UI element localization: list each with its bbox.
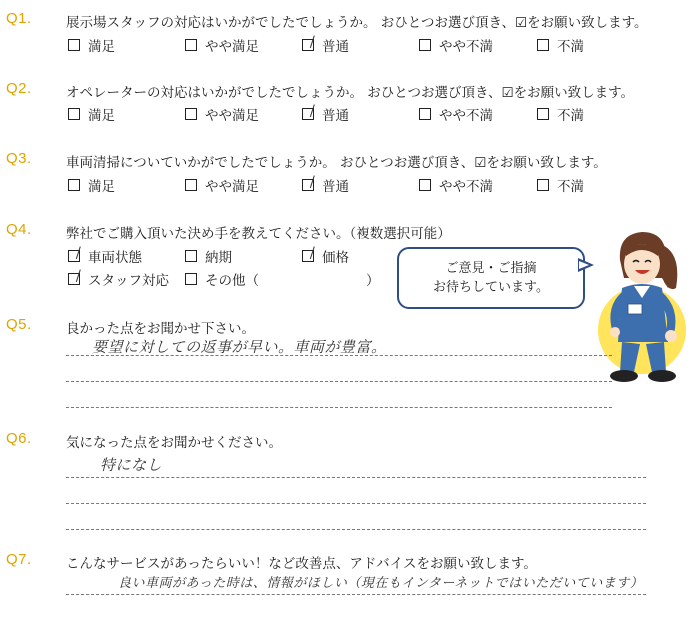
checkbox[interactable] [185,108,197,120]
speech-bubble [397,247,585,309]
question-text: 良かった点をお聞かせ下さい。 [66,321,255,337]
checkbox[interactable] [419,39,431,51]
checkbox[interactable] [537,39,549,51]
checkbox[interactable] [185,273,197,285]
checkbox[interactable] [68,39,80,51]
checkbox[interactable] [185,179,197,191]
handwritten-answer-6: 特になし [100,456,163,474]
option-price[interactable]: 価格 [302,246,349,266]
checkbox[interactable] [537,179,549,191]
option-somewhat-dissatisfied[interactable]: やや不満 [419,104,493,124]
checkbox[interactable] [185,39,197,51]
checkbox-checked[interactable] [302,39,314,51]
checkbox-checked[interactable] [68,273,80,285]
option-satisfied[interactable]: 満足 [68,35,115,55]
bubble-line-1: ご意見・ご指摘 [445,261,537,276]
option-vehicle-condition[interactable]: 車両状態 [68,246,142,266]
question-text: 展示場スタッフの対応はいかがでしたでしょうか。 おひとつお選び頂き、☑をお願い致します。 [66,15,648,31]
question-number: Q3. [6,150,32,167]
checkbox-checked[interactable] [302,108,314,120]
option-neutral[interactable]: 普通 [302,35,349,55]
question-text: 車両清掃についていかがでしたでしょうか。 おひとつお選び頂き、☑をお願い致します。 [66,155,607,171]
handwritten-answer-5: 要望に対しての返事が早い。車両が豊富。 [92,338,387,356]
option-somewhat-dissatisfied[interactable]: やや不満 [419,35,493,55]
staff-mascot-illustration [584,222,694,392]
answer-line [66,381,612,382]
question-text: こんなサービスがあったらいい！など改善点、アドバイスをお願い致します。 [66,556,537,572]
answer-line [66,529,646,530]
question-number: Q7. [6,551,32,568]
answer-line [66,503,646,504]
question-number: Q5. [6,316,32,333]
question-text: 気になった点をお聞かせください。 [66,435,282,451]
checkbox-checked[interactable] [302,250,314,262]
checkbox[interactable] [68,179,80,191]
option-neutral[interactable]: 普通 [302,175,349,195]
option-satisfied[interactable]: 満足 [68,175,115,195]
option-somewhat-satisfied[interactable]: やや満足 [185,175,259,195]
checkbox-checked[interactable] [302,179,314,191]
answer-line [66,594,646,595]
option-somewhat-satisfied[interactable]: やや満足 [185,35,259,55]
checkbox[interactable] [419,179,431,191]
question-number: Q1. [6,10,32,27]
checkbox[interactable] [185,250,197,262]
handwritten-answer-7: 良い車両があった時は、情報がほしい（現在もインターネットではいただいています） [118,576,644,591]
bubble-line-2: お待ちしています。 [433,280,549,295]
answer-line [66,477,646,478]
answer-line [66,407,612,408]
question-number: Q2. [6,80,32,97]
checkbox-checked[interactable] [68,250,80,262]
option-other-close-paren: ） [366,273,380,289]
question-text: オペレーターの対応はいかがでしたでしょうか。 おひとつお選び頂き、☑をお願い致します。 [66,85,635,101]
option-delivery-time[interactable]: 納期 [185,246,232,266]
option-dissatisfied[interactable]: 不満 [537,35,584,55]
option-neutral[interactable]: 普通 [302,104,349,124]
option-somewhat-satisfied[interactable]: やや満足 [185,104,259,124]
question-text: 弊社でご購入頂いた決め手を教えてください。（複数選択可能） [66,226,451,242]
answer-line [66,355,612,356]
option-satisfied[interactable]: 満足 [68,104,115,124]
question-number: Q6. [6,430,32,447]
option-dissatisfied[interactable]: 不満 [537,175,584,195]
option-dissatisfied[interactable]: 不満 [537,104,584,124]
option-staff-service[interactable]: スタッフ対応 [68,269,169,289]
checkbox[interactable] [419,108,431,120]
checkbox[interactable] [68,108,80,120]
option-other[interactable]: その他（ [185,269,259,289]
option-somewhat-dissatisfied[interactable]: やや不満 [419,175,493,195]
question-number: Q4. [6,221,32,238]
checkbox[interactable] [537,108,549,120]
